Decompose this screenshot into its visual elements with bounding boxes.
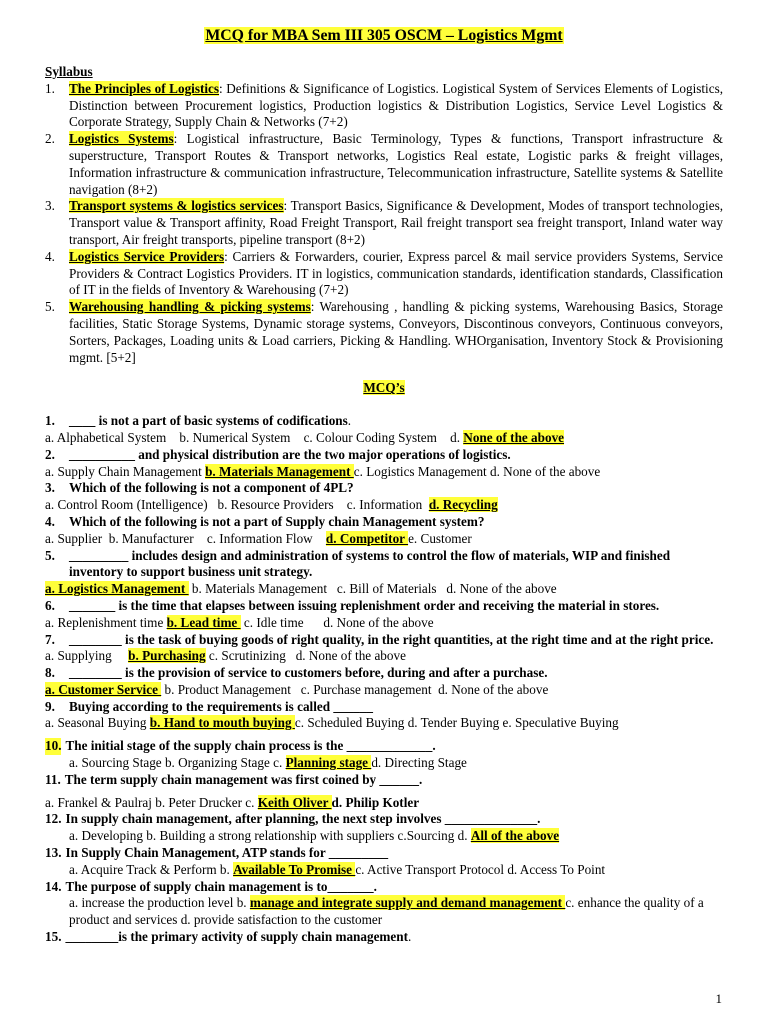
question: 10. The initial stage of the supply chain process is the _____________. (45, 738, 436, 754)
answer-highlight: All of the above (470, 828, 560, 844)
answer-highlight: Keith Oliver (257, 794, 332, 810)
question: 6. _______ is the time that elapses between issuing replenishment order and receiving the material in stores. (45, 597, 660, 613)
question-options: a. Sourcing Stage b. Organizing Stage c. Planning stage d. Directing Stage (69, 755, 467, 771)
question-options: a. Supply Chain Management b. Materials Management c. Logistics Management d. None of the above (45, 463, 601, 479)
answer-highlight: manage and integrate supply and demand management (249, 895, 566, 911)
question-options: a. Replenishment time b. Lead time c. Idle time d. None of the above (45, 614, 434, 630)
question: 4. Which of the following is not a part of Supply chain Management system? (45, 513, 485, 529)
mcq-heading: MCQ’s (363, 380, 405, 396)
syllabus-heading: Syllabus (45, 64, 93, 79)
answer-highlight: b. Lead time (166, 614, 241, 630)
question: 11. The term supply chain management was first coined by ______. (45, 771, 423, 787)
answer-highlight: b. Hand to mouth buying (149, 715, 295, 731)
answer-highlight: d. Competitor (325, 530, 409, 546)
question-options: a. Acquire Track & Perform b. Available To Promise c. Active Transport Protocol d. Access To Point (69, 861, 606, 877)
syllabus-item: 1. The Principles of Logistics: Definitions & Significance of Logistics. Logistical System of Services Elements of Logistics, Distinction between Procurement logistics, Production logistics & Distribution Logistics, Service Level Logistics & Corporate Strategy, Supply Chain & Networks (7+2) (45, 80, 723, 130)
syllabus-list (45, 81, 723, 367)
answer-highlight: a. Customer Service (45, 681, 162, 697)
question-options: a. Seasonal Buying b. Hand to mouth buying c. Scheduled Buying d. Tender Buying e. Speculative Buying (45, 715, 619, 731)
question-options: a. Supplying b. Purchasing c. Scrutinizing d. None of the above (45, 648, 406, 664)
document-title: MCQ for MBA Sem III 305 OSCM – Logistics Mgmt (205, 27, 563, 44)
question: 13. In Supply Chain Management, ATP stands for _________ (45, 845, 389, 861)
answer-highlight: Available To Promise (233, 861, 356, 877)
question: 3. Which of the following is not a component of 4PL? (45, 480, 354, 496)
syllabus-item: 2. Logistics Systems: Logistical infrastructure, Basic Terminology, Types & functions, Transport infrastructure & superstructure, Transport Routes & Transport networks, Logistics Real estate, Logistic parks & freight villages, Information infrastructure & communication infrastructure, Telecommunication infrastructure, Satellite systems & Satellite navigation (8+2) (45, 131, 723, 197)
answer-highlight: None of the above (463, 429, 565, 445)
question-options: a. Developing b. Building a strong relationship with suppliers c.Sourcing d. All of the above (69, 828, 560, 844)
syllabus-item: 4. Logistics Service Providers: Carriers & Forwarders, courier, Express parcel & mail service providers Systems, Service Providers & Contract Logistics Providers. IT in logistics, communication standards, identification standards, Classification of IT in the fields of Inventory & Warehousing (7+2) (45, 248, 723, 298)
question: 15. ________is the primary activity of supply chain management. (45, 929, 412, 945)
question: 5. _________ includes design and administration of systems to control the flow of materials, WIP and finished inventory to support business unit strategy. (45, 547, 671, 580)
question: 8. ________ is the provision of service to customers before, during and after a purchase. (45, 665, 548, 681)
question-options: a. Customer Service b. Product Management c. Purchase management d. None of the above (45, 681, 549, 697)
question-options: a. increase the production level b. manage and integrate supply and demand management c. enhance the quality of a product and services d. provide satisfaction to the customer (69, 895, 704, 928)
question: 12. In supply chain management, after planning, the next step involves ______________. (45, 811, 541, 827)
question-options: a. Logistics Management b. Materials Management c. Bill of Materials d. None of the above (45, 581, 557, 597)
answer-highlight: b. Materials Management (205, 463, 354, 479)
answer-highlight: a. Logistics Management (45, 581, 189, 597)
answer-highlight: d. Recycling (428, 497, 498, 513)
syllabus-item: 5. Warehousing handling & picking systems: Warehousing , handling & picking systems, Warehousing Basics, Storage facilities, Static Storage Systems, Dynamic storage systems, Conveyors, Discontinous conveyors, Continuous conveyors, Sorters, Packages, Loading units & Load carriers, Picking & Handling. WHOrganisation, Inventory Stock & Provisioning mgmt. [5+2] (45, 299, 723, 365)
syllabus-item: 3. Transport systems & logistics services: Transport Basics, Significance & Development, Modes of transport technologies, Transport value & Transport affinity, Road Freight Transport, Rail freight transport sea freight transport, Inland water way transport, Air freight transports, pipeline transport (8+2) (45, 198, 723, 247)
question: 9. Buying according to the requirements is called ______ (45, 698, 373, 714)
question-list (45, 413, 723, 946)
question-options: a. Supplier b. Manufacturer c. Information Flow d. Competitor e. Customer (45, 530, 472, 546)
question-options: a. Control Room (Intelligence) b. Resource Providers c. Information d. Recycling (45, 497, 498, 513)
question: 14. The purpose of supply chain management is to_______. (45, 878, 377, 894)
answer-highlight: Planning stage (285, 755, 372, 771)
document-page (45, 26, 723, 946)
question: 1. ____ is not a part of basic systems of codifications. (45, 413, 352, 429)
question-options: a. Frankel & Paulraj b. Peter Drucker c. Keith Oliver d. Philip Kotler (45, 794, 420, 810)
question: 2. __________ and physical distribution are the two major operations of logistics. (45, 446, 511, 462)
question-options: a. Alphabetical System b. Numerical System c. Colour Coding System d. None of the above (45, 429, 565, 445)
page-number: 1 (715, 991, 722, 1006)
question: 7. ________ is the task of buying goods of right quality, in the right quantities, at the right time and at the right price. (45, 631, 714, 647)
answer-highlight: b. Purchasing (128, 648, 206, 664)
